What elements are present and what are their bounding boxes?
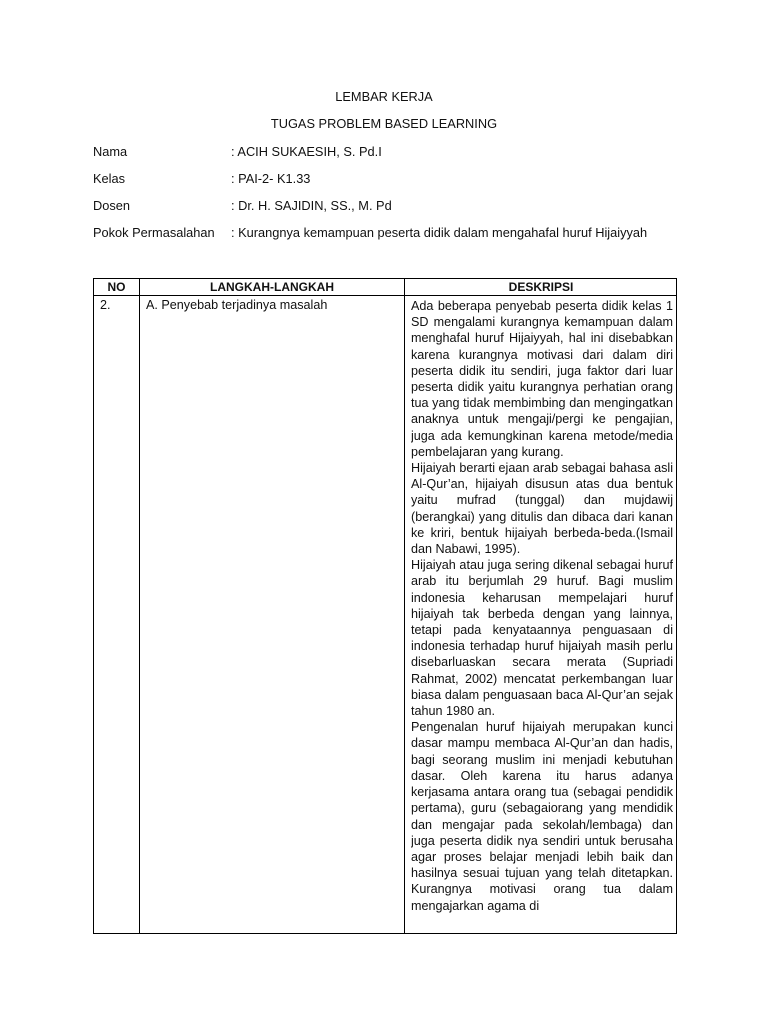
- field-label: Pokok Permasalahan: [93, 225, 215, 240]
- field-pokok-permasalahan: [93, 225, 713, 243]
- field-value: : Dr. H. SAJIDIN, SS., M. Pd: [231, 198, 392, 213]
- deskripsi-paragraph: Hijaiyah berarti ejaan arab sebagai bahasa asli Al-Qur’an, hijaiyah disusun atas dua bentuk yaitu mufrad (tunggal) dan mujdawij (berangkai) yang ditulis dan dibaca dari kanan ke kriri, bentuk hijaiyah berbeda-beda.(Ismail dan Nabawi, 1995).: [411, 461, 673, 557]
- header-no: NO: [107, 280, 126, 294]
- header-langkah: LANGKAH-LANGKAH: [210, 280, 334, 294]
- column-divider: [139, 279, 140, 933]
- field-label: Nama: [93, 144, 128, 159]
- field-kelas: [93, 171, 713, 189]
- field-value: : Kurangnya kemampuan peserta didik dalam mengahafal huruf Hijaiyyah: [231, 225, 648, 240]
- field-label: Kelas: [93, 171, 126, 186]
- document-title: LEMBAR KERJA: [335, 89, 433, 104]
- field-label: Dosen: [93, 198, 130, 213]
- column-divider: [404, 279, 405, 933]
- worksheet-table: [93, 278, 677, 934]
- field-nama: [93, 144, 713, 162]
- field-value: : ACIH SUKAESIH, S. Pd.I: [231, 144, 382, 159]
- cell-langkah: A. Penyebab terjadinya masalah: [146, 298, 328, 312]
- header-deskripsi: DESKRIPSI: [508, 280, 574, 294]
- header-divider: [94, 295, 676, 296]
- field-value: : PAI-2- K1.33: [231, 171, 311, 186]
- deskripsi-paragraph: Ada beberapa penyebab peserta didik kelas 1 SD mengalami kurangnya kemampuan dalam menghafal huruf Hijaiyyah, hal ini disebabkan karena kurangnya motivasi dari dalam diri peserta didik itu sendiri, juga faktor dari luar peserta didik yaitu kurangnya perhatian orang tua yang tidak membimbing dan mengingatkan anaknya untuk mengaji/pergi ke pengajian, juga ada kemungkinan karena metode/media pembelajaran yang kurang.: [411, 299, 673, 459]
- field-dosen: [93, 198, 713, 216]
- deskripsi-paragraph: Pengenalan huruf hijaiyah merupakan kunci dasar mampu membaca Al-Qur’an dan hadis, bagi seorang muslim ini menjadi kebutuhan dasar. Oleh karena itu harus adanya kerjasama antara orang tua (sebagai pendidik pertama), guru (sebagaiorang yang mendidik dan mengajar pada sekolah/lembaga) dan juga peserta didik nya sendiri untuk berusaha agar proses belajar menjadi lebih baik dan hasilnya sesuai tujuan yang telah ditetapkan. Kurangnya motivasi orang tua dalam mengajarkan agama di: [411, 720, 673, 913]
- deskripsi-paragraph: Hijaiyah atau juga sering dikenal sebagai huruf arab itu berjumlah 29 huruf. Bagi muslim indonesia keharusan mempelajari huruf hijaiyah tak berbeda dengan yang lainnya, tetapi pada kenyataannya penguasaan di indonesia terhadap huruf hijaiyah masih perlu disebarluaskan secara merata (Supriadi Rahmat, 2002) mencatat perkembangan luar biasa dalam penguasaan baca Al-Qur’an sejak tahun 1980 an.: [411, 558, 673, 719]
- document-subtitle: TUGAS PROBLEM BASED LEARNING: [270, 116, 498, 131]
- cell-no: 2.: [100, 298, 111, 312]
- cell-deskripsi: [411, 298, 673, 932]
